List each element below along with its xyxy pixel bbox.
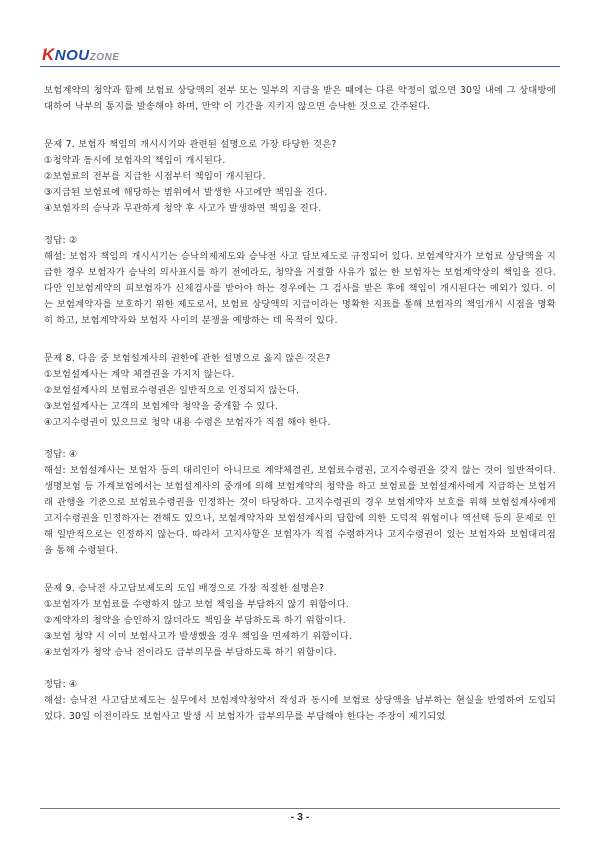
question-8 [44,351,556,559]
question-9-option-2: ②계약자의 청약을 승인하지 않더라도 책임을 부담하도록 하기 위함이다. [44,615,346,626]
question-9-explanation: 해설: 승낙전 사고담보제도는 실무에서 보험계약청약서 작성과 동시에 보험료 상당액을 납부하는 현실을 반영하여 도입되었다. 30일 이전이라도 보험사고 발생 시 보험자가 급부의무를 부담해야 한다는 주장이 제기되었 [44,695,556,722]
question-8-option-1: ①보험설계사는 계약 체결권을 가지지 않는다. [44,369,235,380]
question-7-text: 문제 7. 보험자 책임의 개시시기와 관련된 설명으로 가장 타당한 것은? [44,139,337,150]
question-9 [44,581,556,725]
question-7 [44,137,556,329]
question-9-answer: 정답: ④ [44,679,78,690]
question-9-option-3: ③보험 청약 시 이미 보험사고가 발생했을 경우 책임을 면제하기 위함이다. [44,631,353,642]
document-body [44,83,556,725]
intro-paragraph: 보험계약의 청약과 함께 보험료 상당액의 전부 또는 일부의 지급을 받은 때에는 다른 약정이 없으면 30일 내에 그 상대방에 대하여 낙부의 통지를 발송해야 하며, 만약 이 기간을 지키지 않으면 승낙한 것으로 간주된다. [44,85,556,112]
question-7-option-2: ②보험료의 전부를 지급한 시점부터 책임이 개시된다. [44,171,266,182]
question-9-option-1: ①보험자가 보험료를 수령하지 않고 보험 책임을 부담하지 않기 위함이다. [44,599,350,610]
question-9-text: 문제 9. 승낙전 사고담보제도의 도입 배경으로 가장 적절한 설명은? [44,583,325,594]
question-7-option-3: ③지급된 보험료에 해당하는 범위에서 발생한 사고에만 책임을 진다. [44,187,328,198]
question-8-option-3: ③보험설계사는 고객의 보험계약 청약을 중개할 수 있다. [44,401,279,412]
question-8-option-2: ②보험설계사의 보험료수령권은 일반적으로 인정되지 않는다. [44,385,300,396]
logo-text-nou: NOU [54,47,90,64]
header-divider [40,66,560,67]
logo [42,45,119,65]
question-7-answer: 정답: ② [44,235,78,246]
question-8-answer: 정답: ④ [44,449,78,460]
question-9-option-4: ④보험자가 청약 승낙 전이라도 급부의무를 부담하도록 하기 위함이다. [44,647,337,658]
logo-wordmark [42,47,119,64]
logo-text-zone: ZONE [89,52,120,63]
question-8-option-4: ④고지수령권이 있으므로 청약 내용 수령은 보험자가 직접 해야 한다. [44,417,331,428]
logo-letter-k: K [42,45,55,64]
question-7-option-4: ④보험자의 승낙과 무관하게 청약 후 사고가 발생하면 책임을 진다. [44,203,322,214]
question-7-option-1: ①청약과 동시에 보험자의 책임이 개시된다. [44,155,226,166]
question-8-explanation: 해설: 보험설계사는 보험자 등의 대리인이 아니므로 계약체결권, 보험료수령권, 고지수령권을 갖지 않는 것이 일반적이다. 생명보험 등 가계보험에서는 보험설계사의 중개에 의해 보험계약의 청약을 하고 보험료를 보험설계사에게 지급하는 보험거래 관행을 기준으로 보험료수령권을 인정하는 것이 타당하다. 고지수령권의 경우 보험계약자 보호를 위해 보험설계사에게 고지수령권을 인정하자는 견해도 있으나, 보험계약자와 보험설계사의 담합에 의한 도덕적 위험이나 역선택 등의 문제로 인해 일반적으로는 인정하지 않는다. 따라서 고지사항은 보험자가 직접 수령하거나 고지수령권이 있는 보험자와 보험대리점을 통해 수령된다. [44,465,556,556]
question-8-text: 문제 8. 다음 중 보험설계사의 권한에 관한 설명으로 옳지 않은 것은? [44,353,331,364]
question-7-explanation: 해설: 보험자 책임의 개시시기는 승낙의제제도와 승낙전 사고 담보제도로 규정되어 있다. 보험계약자가 보험료 상당액을 지급한 경우 보험자가 승낙의 의사표시를 하기 전에라도, 청약을 거절할 사유가 없는 한 보험자는 보험계약상의 책임을 진다. 다만 인보험계약의 피보험자가 신체검사를 받아야 하는 경우에는 그 검사를 받은 후에 책임이 개시된다는 예외가 있다. 이는 보험계약자를 보호하기 위한 제도로서, 보험료 상당액의 지급이라는 명확한 지표를 통해 보험자의 책임개시 시점을 명확히 하고, 보험계약자와 보험자 사이의 분쟁을 예방하는 데 목적이 있다. [44,251,556,326]
page-number: - 3 - [290,811,310,823]
footer-divider [40,808,560,809]
